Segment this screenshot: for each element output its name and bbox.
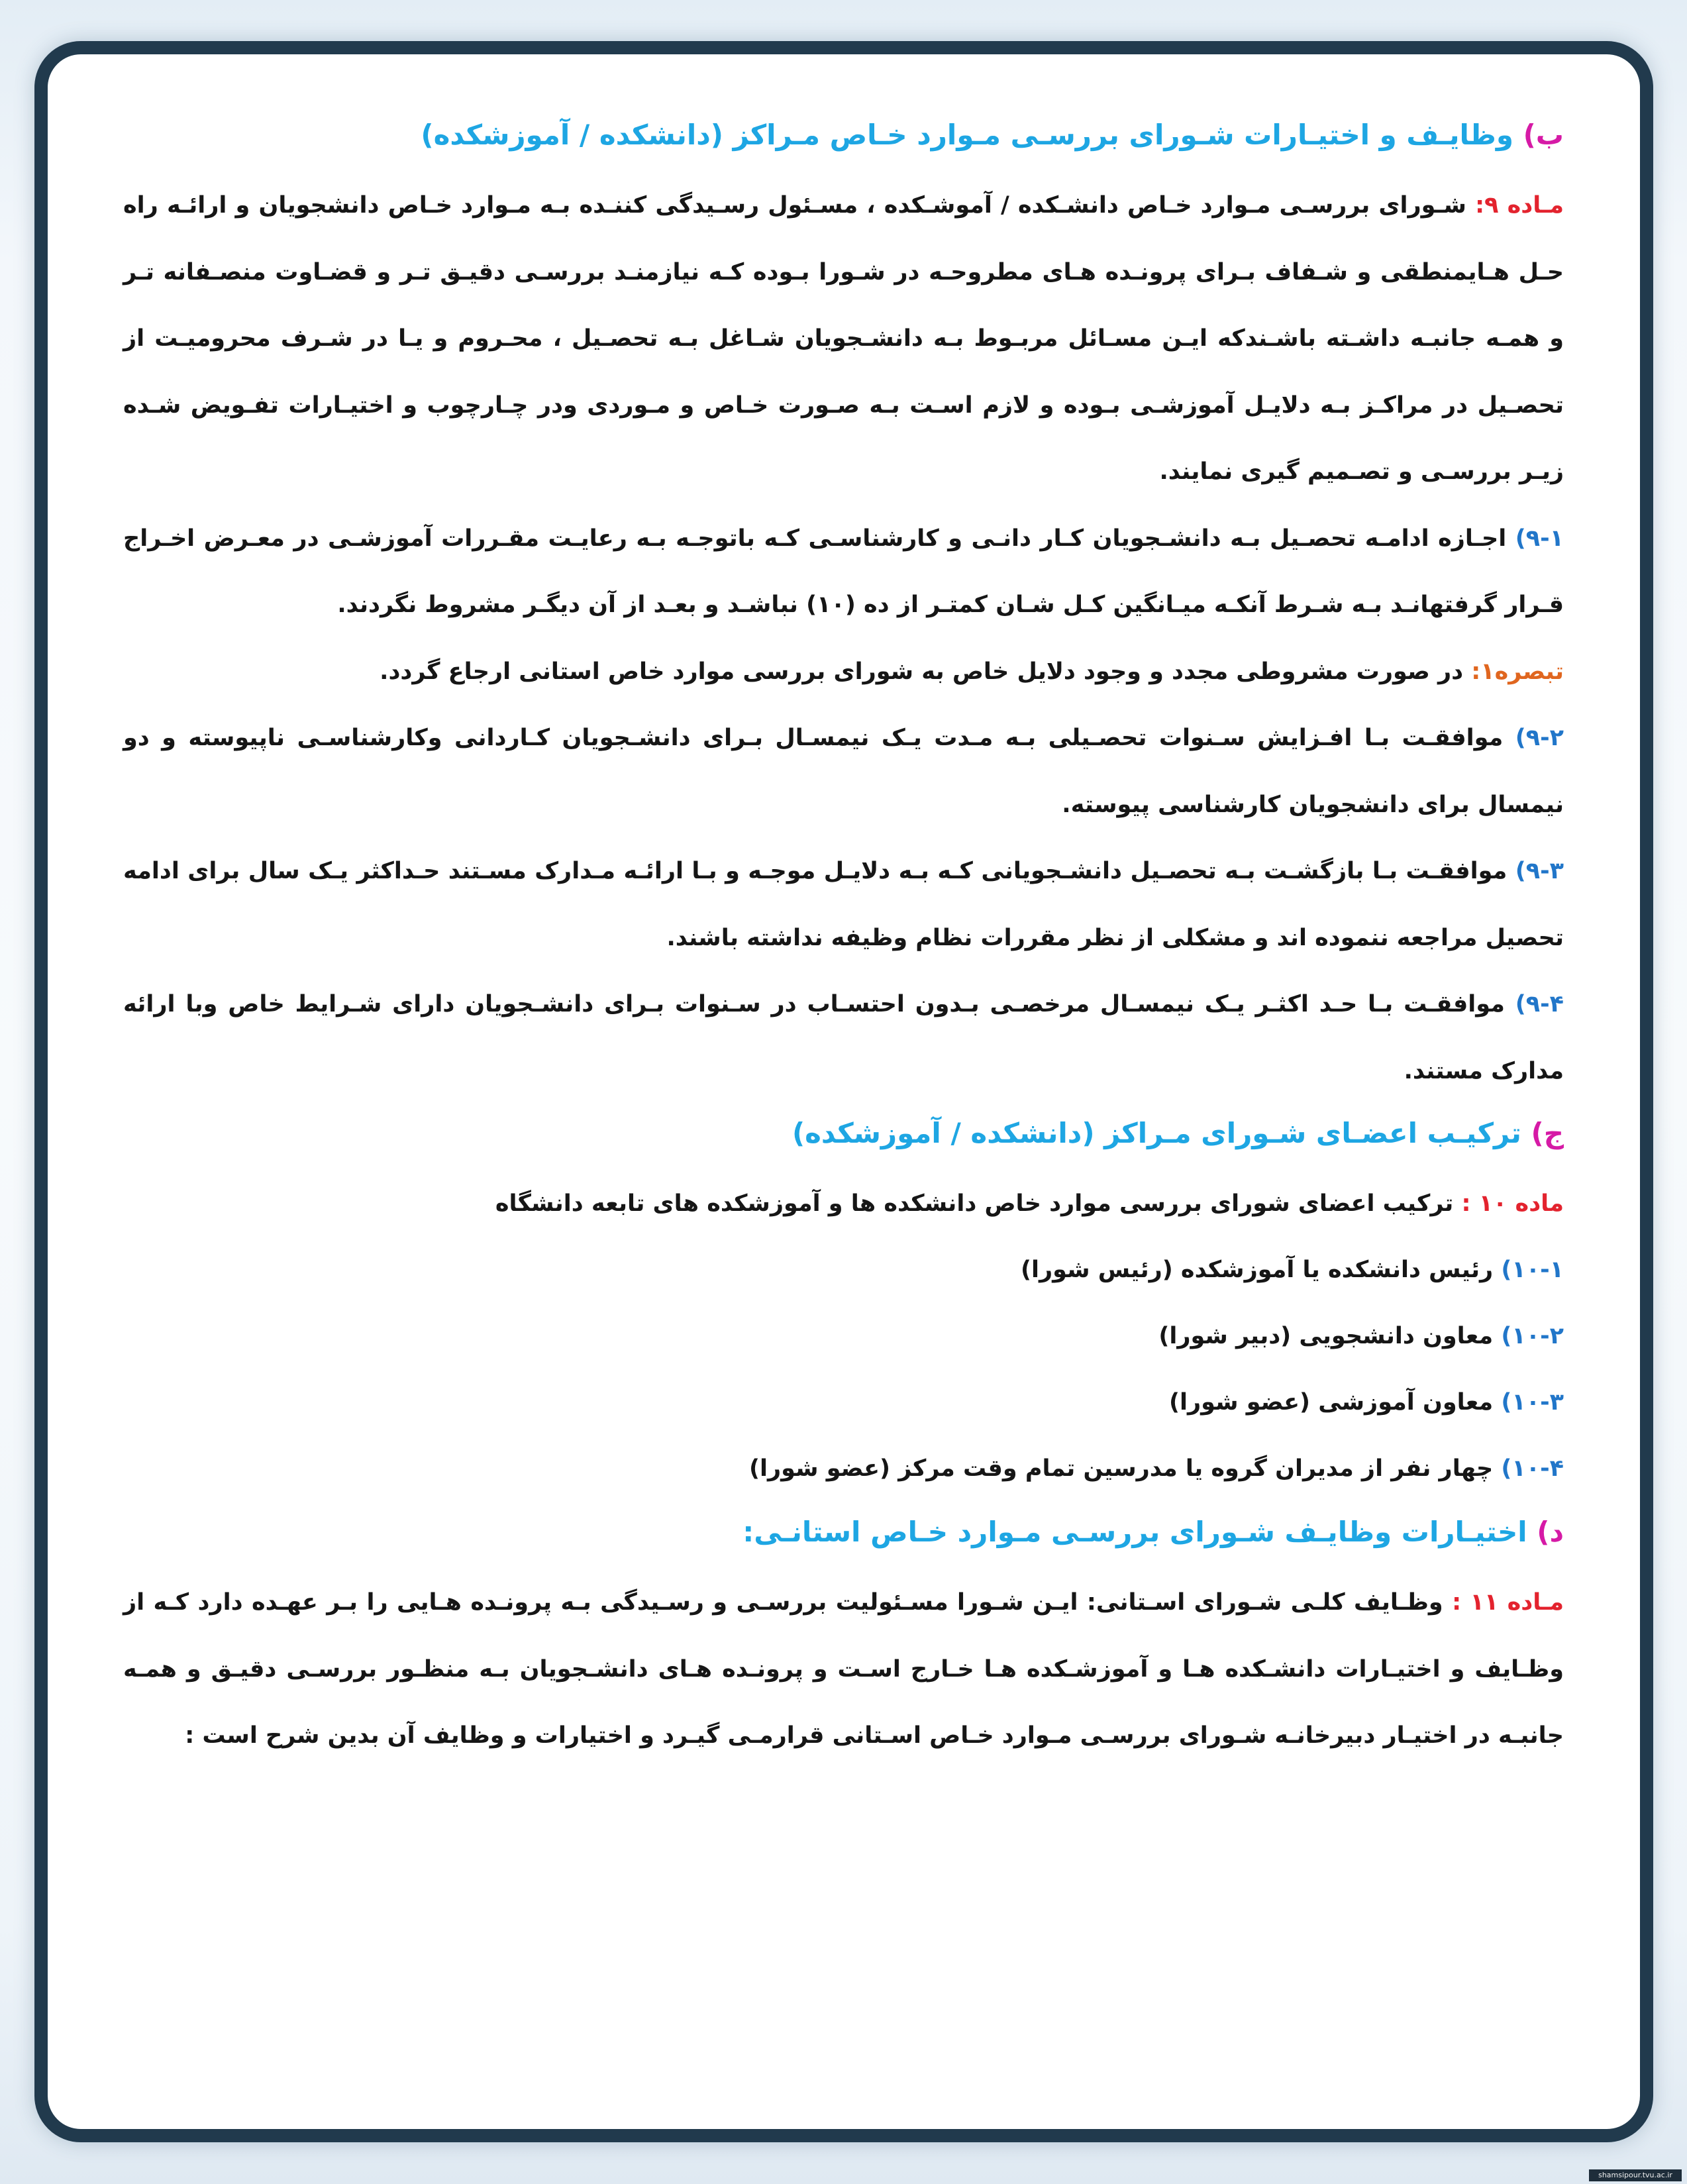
member-item	[123, 1435, 1564, 1502]
article-10-text: ترکیب اعضای شورای بررسی موارد خاص دانشکده ها و آموزشکده های تابعه دانشگاه	[495, 1190, 1454, 1217]
article-10-label: ماده ۱۰ :	[1461, 1190, 1564, 1217]
member-item	[123, 1303, 1564, 1369]
member-text: چهار نفر از مدیران گروه یا مدرسین تمام وقت مرکز (عضو شورا)	[749, 1455, 1494, 1482]
section-b-letter: ب)	[1523, 119, 1564, 151]
member-label: ۱۰-۲)	[1501, 1323, 1564, 1349]
section-c-letter: ج)	[1531, 1117, 1564, 1149]
article-11	[123, 1569, 1564, 1769]
member-label: ۱۰-۳)	[1501, 1389, 1564, 1416]
note-1	[123, 639, 1564, 705]
member-label: ۱۰-۴)	[1501, 1455, 1564, 1482]
note-1-text: در صورت مشروطی مجدد و وجود دلایل خاص به شورای بررسی موارد خاص استانی ارجاع گردد.	[380, 658, 1464, 685]
article-11-text: وظـایف کلـی شـورای اسـتانی: ایـن شـورا مسـئولیت بررسـی و رسـیدگی بـه پرونـده هـایی را بـر عهـده دارد کـه از وظـایف و اختیـارات دانشـکده هـا و آموزشـکده هـا خـارج اسـت و پرونـده هـای دانشـجویان بـه منظـور بررسـی دقیـق و همـه جانبـه در اختیـار دبیرخانـه شـورای بررسـی مـوارد خـاص اسـتانی قرارمـی گیـرد و اختیارات و وظایف آن بدین شرح است :	[123, 1589, 1564, 1749]
member-text: رئیس دانشکده یا آموزشکده (رئیس شورا)	[1021, 1257, 1494, 1283]
note-1-label: تبصره۱:	[1471, 658, 1564, 685]
section-d-title: اختیـارات وظایـف شـورای بررسـی مـوارد خـاص استانـی:	[742, 1516, 1527, 1548]
clause-9-4-text: موافقـت بـا حـد اکثـر یـک نیمسـال مرخصـی بـدون احتسـاب در سـنوات بـرای دانشـجویان دارای شـرایط خاص وبا ارائه مدارک مستند.	[123, 991, 1564, 1084]
clause-9-3-label: ۹-۳)	[1515, 858, 1564, 884]
section-c-title: ترکیـب اعضـای شـورای مـراکز (دانشکده / آموزشکده)	[792, 1117, 1521, 1149]
document-body	[123, 117, 1564, 1769]
clause-9-1-text: اجـازه ادامـه تحصـیل بـه دانشـجویان کـار دانـی و کارشناسـی کـه باتوجـه بـه رعایـت مقـررات آموزشـی در معـرض اخـراج قـرار گرفتهانـد بـه شـرط آنکـه میـانگین کـل شـان کمتـر از ده (۱۰) نباشـد و بعـد از آن دیگـر مشروط نگردند.	[123, 525, 1564, 618]
article-11-label: مـاده ۱۱ :	[1452, 1589, 1564, 1616]
site-watermark: shamsipour.tvu.ac.ir	[1589, 2169, 1682, 2181]
clause-9-3	[123, 838, 1564, 971]
member-item	[123, 1369, 1564, 1435]
member-label: ۱۰-۱)	[1501, 1257, 1564, 1283]
article-9-label: مـاده ۹:	[1475, 192, 1564, 219]
clause-9-2-text: موافقـت بـا افـزایش سـنوات تحصـیلی بـه مـدت یـک نیمسـال بـرای دانشـجویان کـاردانی وکارشناسـی ناپیوسته و دو نیمسال برای دانشجویان کارشناسی پیوسته.	[123, 725, 1564, 818]
clause-9-2	[123, 705, 1564, 838]
clause-9-4	[123, 971, 1564, 1104]
clause-9-4-label: ۹-۴)	[1515, 991, 1564, 1017]
article-10	[123, 1170, 1564, 1237]
section-b-title: وظایـف و اختیـارات شـورای بررسـی مـوارد خـاص مـراکز (دانشکده / آموزشکده)	[421, 119, 1513, 151]
clause-9-1-label: ۹-۱)	[1515, 525, 1564, 552]
member-item	[123, 1237, 1564, 1303]
clause-9-2-label: ۹-۲)	[1515, 725, 1564, 751]
member-text: معاون دانشجویی (دبیر شورا)	[1158, 1323, 1494, 1349]
section-b-heading	[123, 117, 1564, 154]
member-text: معاون آموزشی (عضو شورا)	[1169, 1389, 1494, 1416]
article-9-text: شـورای بررسـی مـوارد خـاص دانشـکده / آموشـکده ، مسـئول رسـیدگی کننـده بـه مـوارد خـاص دانشجویان و ارائـه راه حـل هـایمنطقی و شـفاف بـرای پرونـده هـای مطروحـه در شـورا بـوده کـه نیازمنـد بررسـی دقیـق تـر و قضـاوت منصـفانه تـر و همـه جانبـه داشـته باشـندکه ایـن مسـائل مربـوط بـه دانشـجویان شـاغل بـه تحصـیل ، محـروم و یـا در شـرف محرومیـت از تحصـیل در مراکـز بـه دلایـل آموزشـی بـوده و لازم اسـت بـه صـورت خـاص و مـوردی ودر چـارچوب و اختیـارات تفـویض شـده زیـر بررسـی و تصـمیم گیری نمایند.	[123, 192, 1564, 485]
article-9	[123, 172, 1564, 505]
section-c-heading	[123, 1115, 1564, 1152]
section-d-heading	[123, 1514, 1564, 1551]
section-d-letter: د)	[1537, 1516, 1564, 1548]
clause-9-1	[123, 505, 1564, 639]
clause-9-3-text: موافقـت بـا بازگشـت بـه تحصـیل دانشـجویانی کـه بـه دلایـل موجـه و بـا ارائـه مـدارک مسـتند حـداکثر یـک سال برای ادامه تحصیل مراجعه ننموده اند و مشکلی از نظر مقررات نظام وظیفه نداشته باشند.	[123, 858, 1564, 951]
